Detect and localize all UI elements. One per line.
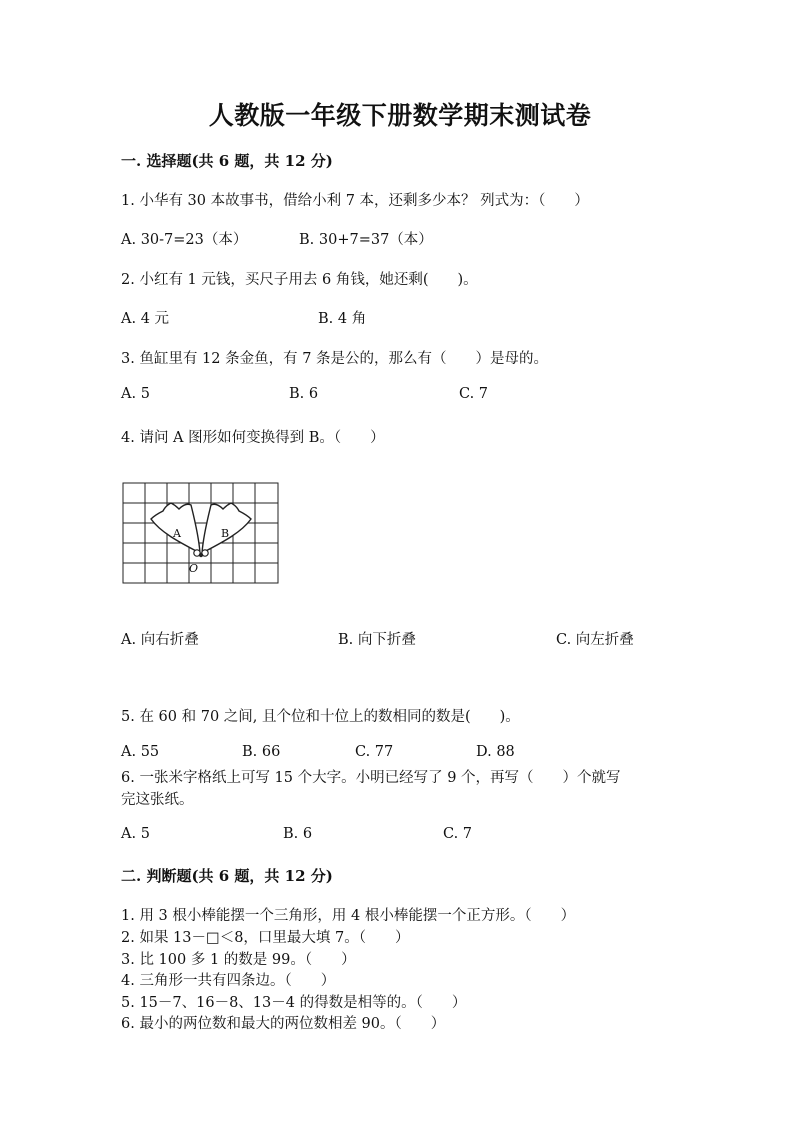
question-6-option-b[interactable]: B. 6	[283, 826, 313, 842]
question-2-option-b[interactable]: B. 4 角	[318, 311, 367, 327]
grid	[123, 483, 278, 583]
question-1: 1. 小华有 30 本故事书，借给小利 7 本，还剩多少本？ 列式为：（ ）	[121, 193, 589, 209]
question-4: 4. 请问 A 图形如何变换得到 B。（ ）	[121, 430, 385, 446]
label-a: A	[173, 527, 181, 540]
question-2: 2. 小红有 1 元钱，买尺子用去 6 角钱，她还剩( )。	[121, 272, 478, 288]
question-6-line-2: 完这张纸。	[121, 792, 194, 808]
question-4-option-c[interactable]: C. 向左折叠	[556, 632, 634, 648]
question-2-option-a[interactable]: A. 4 元	[121, 311, 170, 327]
section-heading-true-false: 二. 判断题(共 6 题，共 12 分)	[121, 867, 333, 885]
page-title: 人教版一年级下册数学期末测试卷	[208, 101, 592, 130]
question-5-option-c[interactable]: C. 77	[355, 744, 394, 760]
question-3-option-a[interactable]: A. 5	[121, 386, 150, 402]
question-5-option-b[interactable]: B. 66	[242, 744, 281, 760]
tf-item-2: 2. 如果 13－□＜8，口里最大填 7。（ ）	[121, 930, 410, 946]
question-5: 5. 在 60 和 70 之间, 且个位和十位上的数相同的数是( )。	[121, 709, 520, 725]
label-b: B	[221, 527, 230, 540]
question-5-option-d[interactable]: D. 88	[476, 744, 515, 760]
knot-center	[199, 553, 203, 557]
question-3: 3. 鱼缸里有 12 条金鱼，有 7 条是公的，那么有（ ）是母的。	[121, 351, 549, 367]
question-1-option-b[interactable]: B. 30+7=37（本）	[299, 232, 433, 248]
question-4-option-b[interactable]: B. 向下折叠	[338, 632, 416, 648]
question-5-option-a[interactable]: A. 55	[121, 744, 160, 760]
question-4-option-a[interactable]: A. 向右折叠	[121, 632, 199, 648]
tf-item-4: 4. 三角形一共有四条边。（ ）	[121, 973, 336, 989]
section-heading-choice: 一. 选择题(共 6 题，共 12 分)	[121, 152, 333, 170]
tf-item-5: 5. 15－7、16－8、13－4 的得数是相等的。（ ）	[121, 995, 467, 1011]
label-o: O	[189, 562, 199, 575]
tf-item-1: 1. 用 3 根小棒能摆一个三角形，用 4 根小棒能摆一个正方形。（ ）	[121, 908, 576, 924]
tf-item-6: 6. 最小的两位数和最大的两位数相差 90。（ ）	[121, 1016, 446, 1032]
question-6-line-1: 6. 一张米字格纸上可写 15 个大字。小明已经写了 9 个，再写（ ）个就写	[121, 770, 621, 786]
question-4-figure	[121, 481, 281, 587]
question-3-option-b[interactable]: B. 6	[289, 386, 319, 402]
question-6-option-c[interactable]: C. 7	[443, 826, 473, 842]
tf-item-3: 3. 比 100 多 1 的数是 99。（ ）	[121, 952, 356, 968]
question-1-option-a[interactable]: A. 30-7=23（本）	[121, 232, 248, 248]
question-3-option-c[interactable]: C. 7	[459, 386, 489, 402]
question-6-option-a[interactable]: A. 5	[121, 826, 150, 842]
